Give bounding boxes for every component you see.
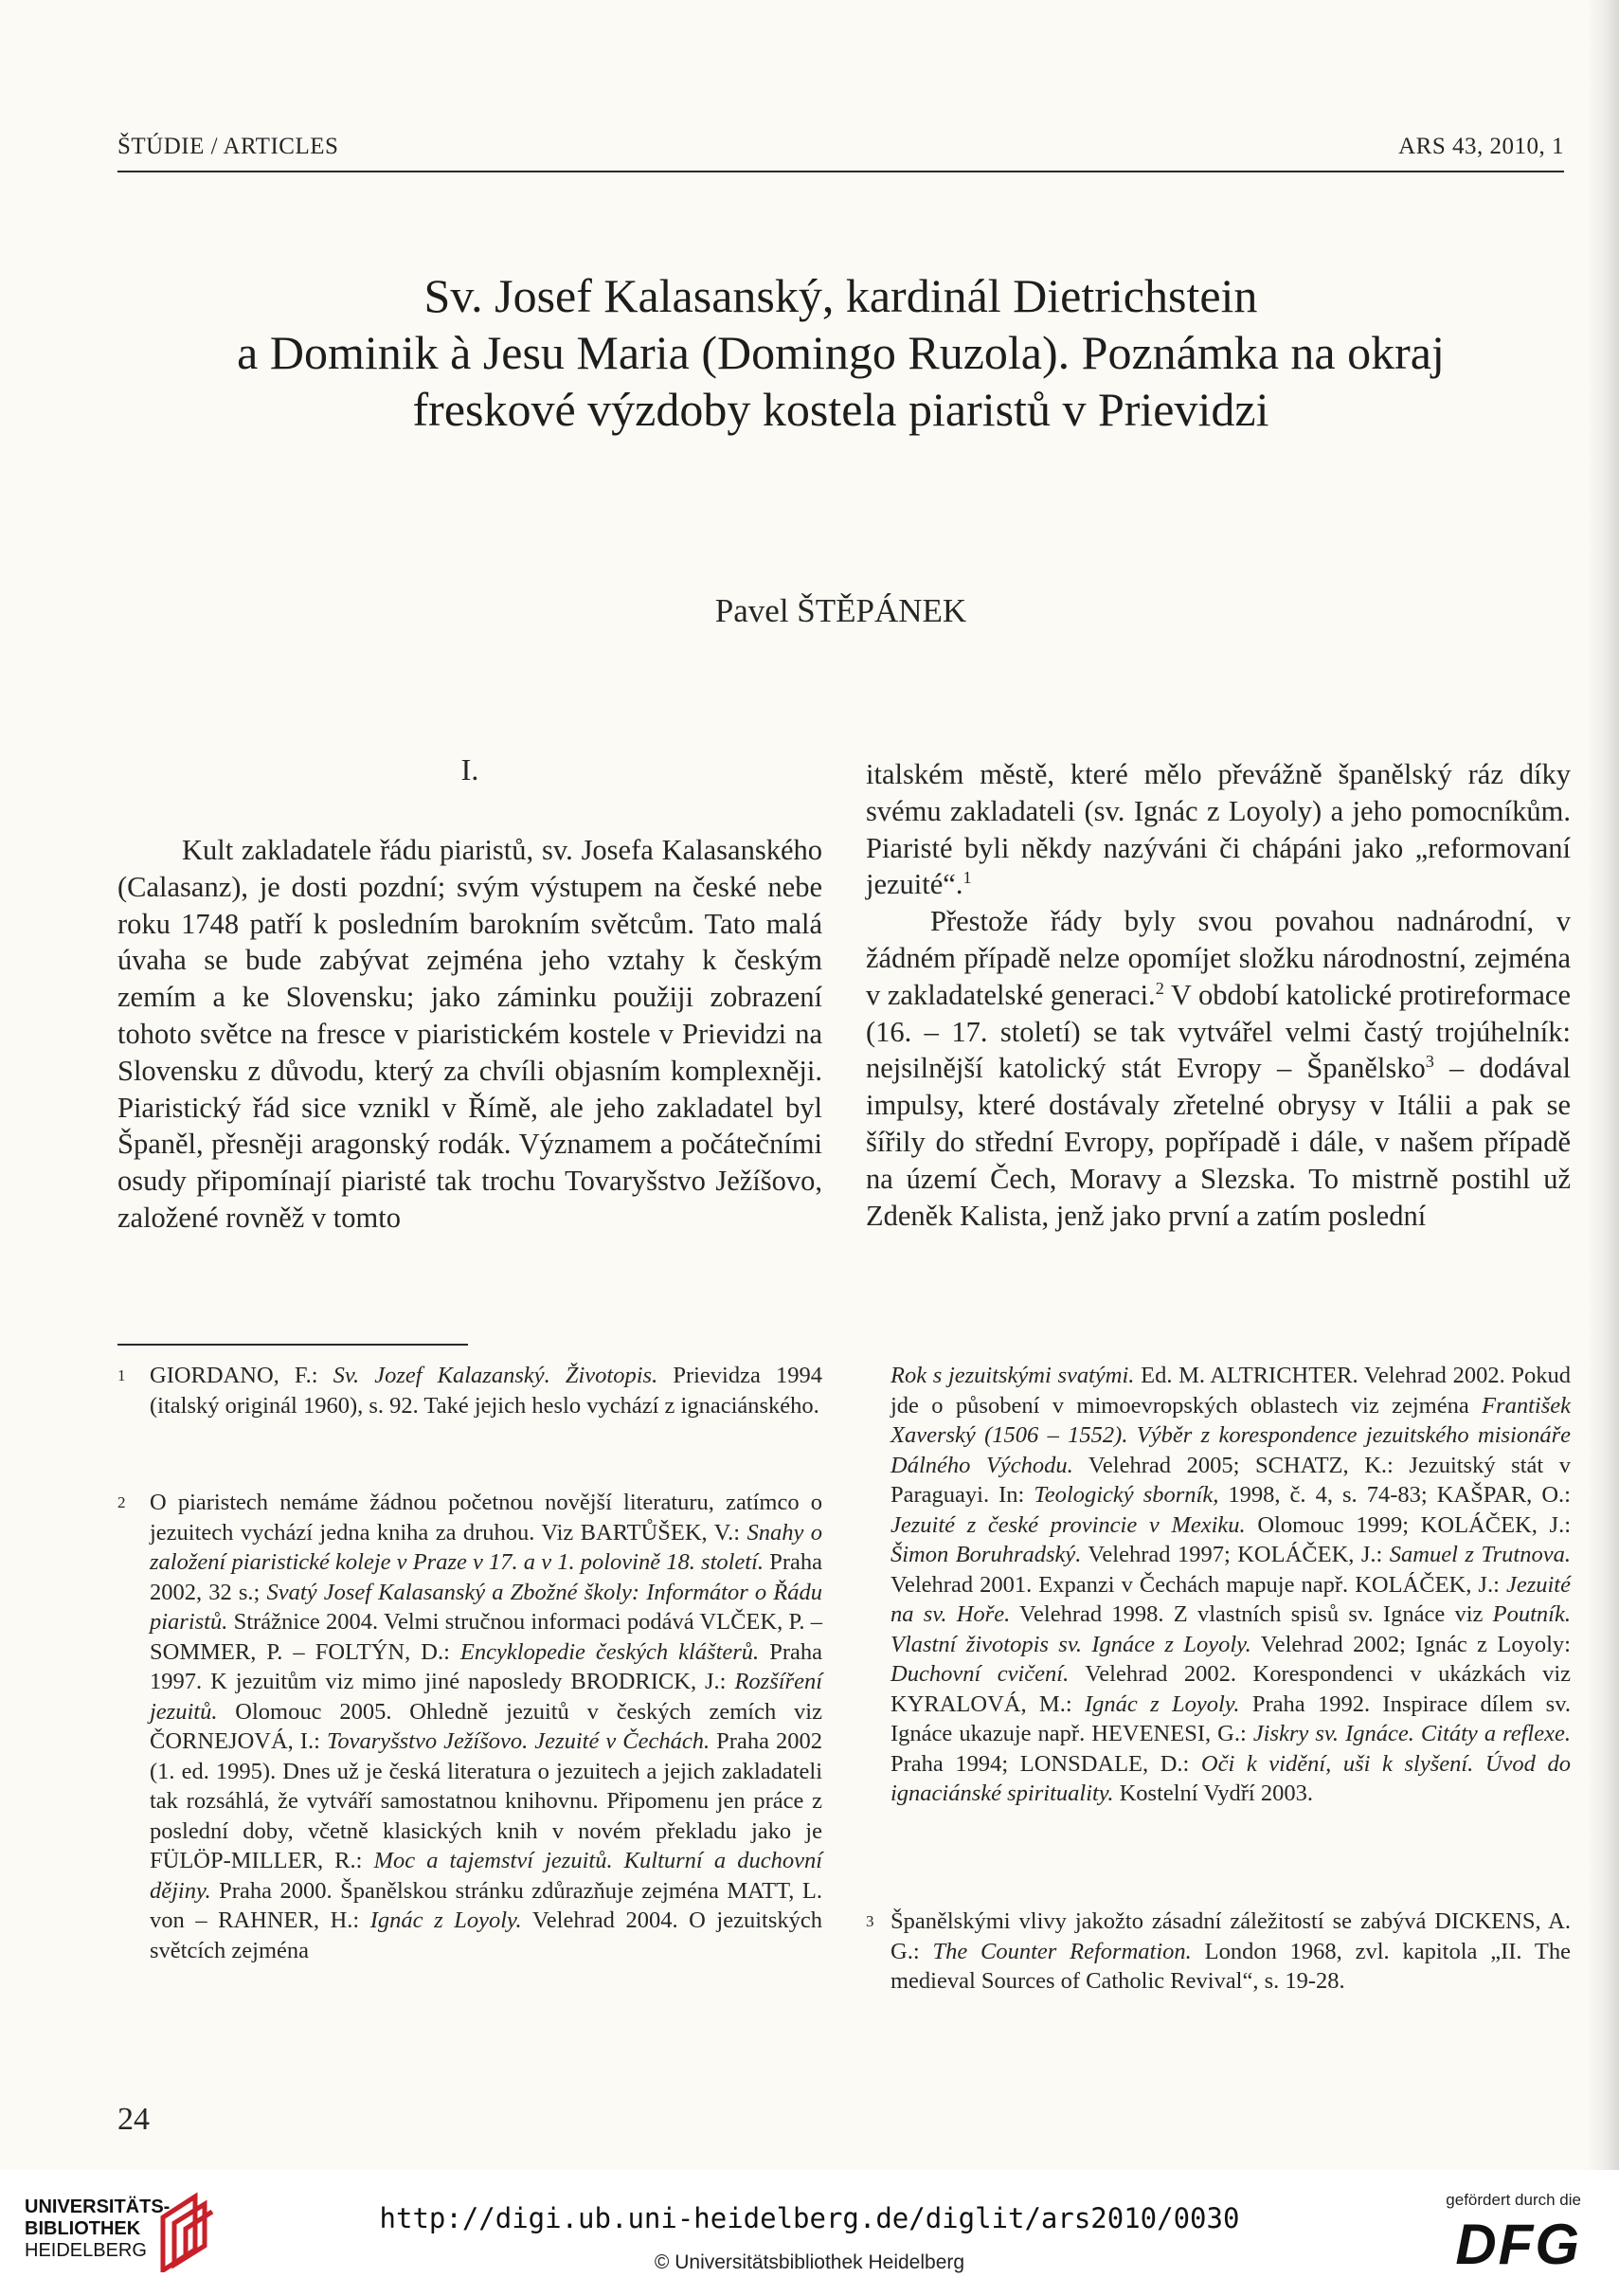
footnote-number: 2: [117, 1493, 126, 1511]
article-author: Pavel ŠTĚPÁNEK: [714, 592, 967, 629]
footnote-3: 3 Španělskými vlivy jakožto zásadní záležitostí se zabývá DICKENS, A. G.: The Counter Reformation. London 1968, zvl. kapitola „II. The medieval Sources of Catholic Revival“, s. 19-28.: [866, 1908, 1572, 1994]
library-name-line: UNIVERSITÄTS-: [25, 2197, 171, 2217]
digitization-footer: [0, 2170, 1619, 2296]
dfg-logo[interactable]: DFG: [1455, 2213, 1581, 2276]
library-name-line: HEIDELBERG: [25, 2240, 147, 2261]
running-head: [117, 134, 1564, 160]
running-head-section: ŠTÚDIE / ARTICLES: [117, 134, 339, 159]
body-column-left: [117, 832, 822, 1237]
funder-caption: gefördert durch die: [1446, 2191, 1581, 2209]
article-title: [117, 267, 1564, 438]
copyright-notice: © Universitätsbibliothek Heidelberg: [654, 2251, 965, 2273]
footnote-2-continued: Rok s jezuitskými svatými. Ed. M. ALTRICHTER. Velehrad 2002. Pokud jde o působení v mimoevropských oblastech viz zejména František Xaverský (1506 – 1552). Výběr z korespondence jezuitského misionáře Dálného Východu. Velehrad 2005; SCHATZ, K.: Jezuitský stát v Paraguayi. In: Teologický sborník, 1998, č. 4, s. 74-83; KAŠPAR, O.: Jezuité z české provincie v Mexiku. Olomouc 1999; KOLÁČEK, J.: Šimon Boruhradský. Velehrad 1997; KOLÁČEK, J.: Samuel z Trutnova. Velehrad 2001. Expanzi v Čechách mapuje např. KOLÁČEK, J.: Jezuité na sv. Hoře. Velehrad 1998. Z vlastních spisů sv. Ignáce viz Poutník. Vlastní životopis sv. Ignáce z Loyoly. Velehrad 2002; Ignác z Loyoly: Duchovní cvičení. Velehrad 2002. Korespondenci v ukázkách viz KYRALOVÁ, M.: Ignác z Loyoly. Praha 1992. Inspirace dílem sv. Ignáce ukazuje např. HEVENESI, G.: Jiskry sv. Ignáce. Citáty a reflexe. Praha 1994; LONSDALE, D.: Oči k vidění, uši k slyšení. Úvod do ignaciánské spirituality. Kostelní Vydří 2003.: [890, 1363, 1572, 1806]
library-name-line: BIBLIOTHEK: [25, 2218, 141, 2239]
paragraph: Přestože řády byly svou povahou nadnárodní, v žádném případě nelze opomíjet složku národnostní, zejména v zakladatelské generaci.$^2$ V období katolické protireformace (16. – 17. století) se tak vytvářel velmi častý trojúhelník: nejsilnější katolický stát Evropy – Španělsko$^3$ – dodával impulsy, které dostávaly zřetelné obrysy v Itálii a pak se šířily do střední Evropy, popřípadě i dále, v našem případě na území Čech, Moravy a Slezska. To mistrně postihl už Zdeněk Kalista, jenž jako první a zatím poslední: [866, 905, 1571, 1232]
permalink-url[interactable]: http://digi.ub.uni-heidelberg.de/diglit/ars2010/0030: [379, 2202, 1240, 2234]
page-gutter-shadow: [1587, 0, 1619, 2170]
body-column-right: [866, 756, 1571, 1234]
paragraph: italském městě, které mělo převážně španělský ráz díky svému zakladateli (sv. Ignác z Loyoly) a jeho pomocníkům. Piaristé byli někdy nazýváni či chápáni jako „reformovaní jezuité“.$^1$: [866, 758, 1571, 901]
header-rule: [117, 171, 1564, 172]
footnote-ref[interactable]: 2: [1155, 978, 1164, 998]
footnote-2: 2 O piaristech nemáme žádnou početnou novější literaturu, zatímco o jezuitech vychází jedna kniha za druhou. Viz BARTŮŠEK, V.: Snahy o založení piaristické koleje v Praze v 17. a v 1. polovině 18. století. Praha 2002, 32 s.; Svatý Josef Kalasanský a Zbožné školy: Informátor o Řádu piaristů. Strážnice 2004. Velmi stručnou informaci podává VLČEK, P. – SOMMER, P. – FOLTÝN, D.: Encyklopedie českých klášterů. Praha 1997. K jezuitům viz mimo jiné naposledy BRODRICK, J.: Rozšíření jezuitů. Olomouc 2005. Ohledně jezuitů v českých zemích viz ČORNEJOVÁ, I.: Tovaryšstvo Ježíšovo. Jezuité v Čechách. Praha 2002 (1. ed. 1995). Dnes už je česká literatura o jezuitech a jejich zakladateli tak rozsáhlá, že vytváří samostatnou knihovnu. Připomenu jen práce z poslední doby, včetně klasických knih v novém překladu jako je FÜLÖP-MILLER, R.: Moc a tajemství jezuitů. Kulturní a duchovní dějiny. Praha 2000. Španělskou stránku zdůrazňuje zejména MATT, L. von – RAHNER, H.: Ignác z Loyoly. Velehrad 2004. O jezuitských světcích zejména: [117, 1490, 823, 1963]
footnote-ref[interactable]: 1: [962, 868, 972, 888]
article-title-text: Sv. Josef Kalasanský, kardinál Dietrichstein a Dominik à Jesu Maria (Domingo Ruzola). Poznámka na okraj freskové výzdoby kostela piaristů v Prievidzi: [237, 269, 1445, 436]
running-head-journal: ARS 43, 2010, 1: [1398, 134, 1564, 159]
footnote-ref[interactable]: 3: [1425, 1052, 1434, 1072]
paragraph: Kult zakladatele řádu piaristů, sv. Josefa Kalasanského (Calasanz), je dosti pozdní; svým výstupem na české nebe roku 1748 patří k posledním barokním světcům. Tato malá úvaha se bude zabývat zejména jeho vztahy k českým zemím a ke Slovensku; jako záminku použiji zobrazení tohoto světce na fresce v piaristickém kostele v Prievidzi na Slovensku z důvodu, který za chvíli objasním komplexněji. Piaristický řád sice vznikl v Římě, ale jeho zakladatel byl Španěl, přesněji aragonský rodák. Významem a počátečními osudy připomínají piaristé tak trochu Tovaryšstvo Ježíšovo, založené rovněž v tomto: [117, 834, 822, 1234]
footnote-number: 3: [866, 1912, 874, 1930]
footnote-number: 1: [117, 1366, 126, 1384]
footnote-1: 1 GIORDANO, F.: Sv. Jozef Kalazanský. Životopis. Prievidza 1994 (italský originál 1960), s. 92. Také jejich heslo vychází z ignaciánského.: [117, 1363, 822, 1419]
page-number: 24: [117, 2102, 150, 2137]
footnote-rule: [117, 1344, 468, 1346]
section-number: I.: [460, 752, 479, 786]
